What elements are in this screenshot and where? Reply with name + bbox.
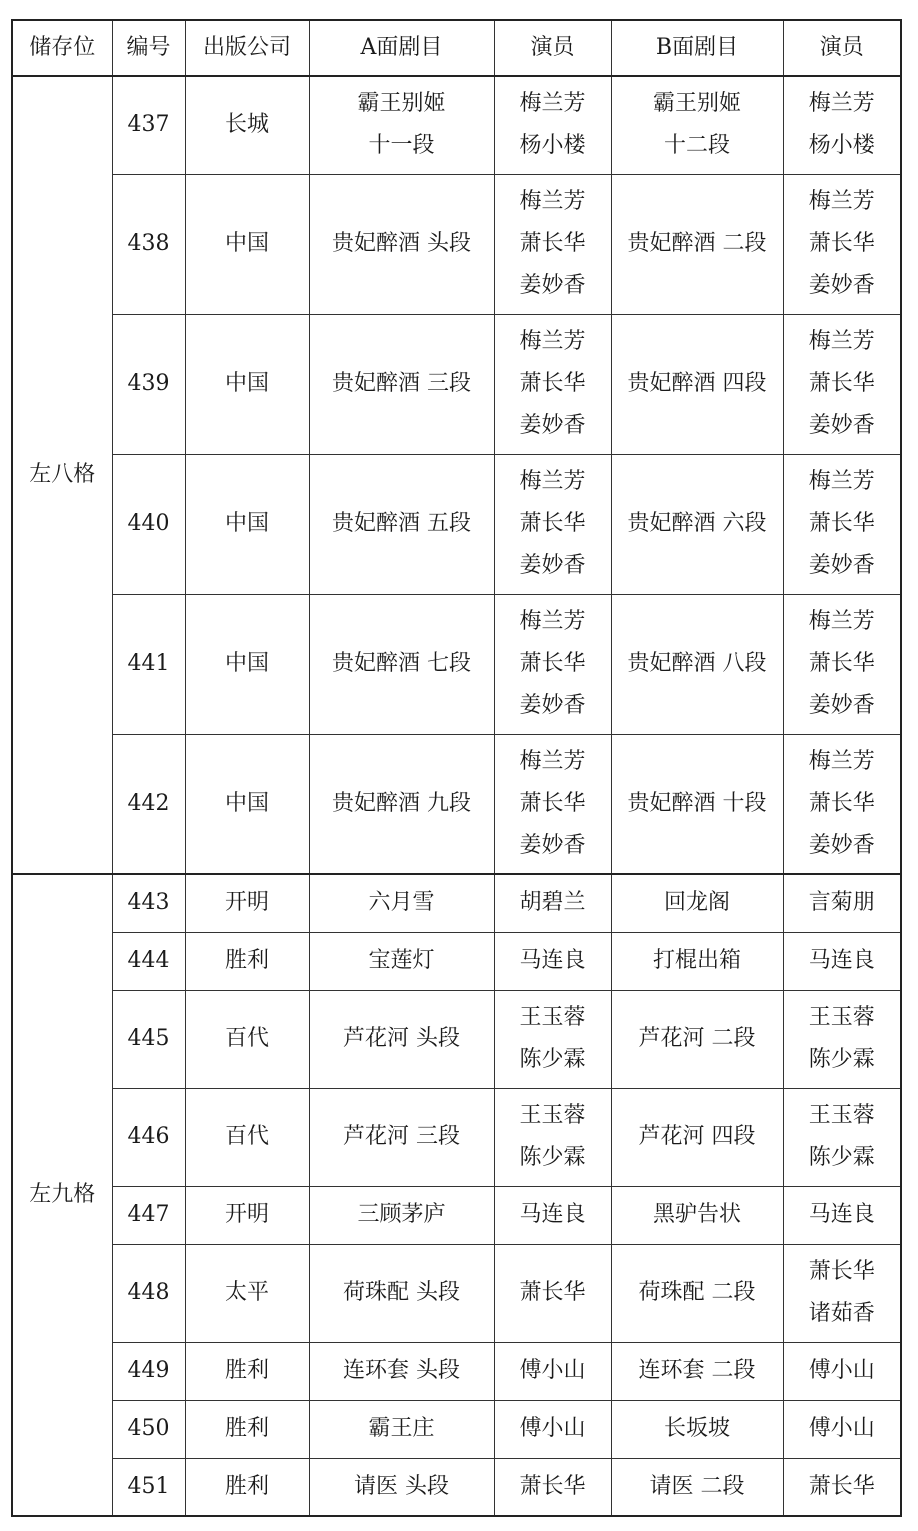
- b-side-title: 贵妃醉酒 四段: [611, 314, 783, 454]
- a-side-cast: 胡碧兰: [494, 874, 611, 932]
- a-side-title: 霸王别姬 十一段: [309, 76, 494, 174]
- table-row: [12, 734, 901, 874]
- b-side-title: 贵妃醉酒 二段: [611, 174, 783, 314]
- a-side-title: 芦花河 三段: [309, 1088, 494, 1186]
- a-side-title: 连环套 头段: [309, 1342, 494, 1400]
- location-cell: 左九格: [12, 874, 112, 1516]
- b-side-title: 芦花河 四段: [611, 1088, 783, 1186]
- record-company: 开明: [185, 874, 309, 932]
- a-side-cast: 王玉蓉 陈少霖: [494, 1088, 611, 1186]
- record-company: 胜利: [185, 1458, 309, 1516]
- b-side-cast: 傅小山: [783, 1342, 901, 1400]
- b-side-title: 芦花河 二段: [611, 990, 783, 1088]
- b-side-title: 连环套 二段: [611, 1342, 783, 1400]
- table-row: [12, 1400, 901, 1458]
- a-side-title: 贵妃醉酒 九段: [309, 734, 494, 874]
- a-side-cast: 马连良: [494, 1186, 611, 1244]
- a-side-cast: 傅小山: [494, 1342, 611, 1400]
- b-side-title: 荷珠配 二段: [611, 1244, 783, 1342]
- table-row: [12, 454, 901, 594]
- a-side-cast: 萧长华: [494, 1458, 611, 1516]
- a-side-title: 霸王庄: [309, 1400, 494, 1458]
- b-side-title: 霸王别姬 十二段: [611, 76, 783, 174]
- record-company: 中国: [185, 734, 309, 874]
- b-side-cast: 马连良: [783, 932, 901, 990]
- record-number: 446: [112, 1088, 185, 1186]
- record-number: 438: [112, 174, 185, 314]
- table-row: [12, 1458, 901, 1516]
- header-a-side-cast: 演员: [494, 20, 611, 76]
- a-side-cast: 梅兰芳 萧长华 姜妙香: [494, 174, 611, 314]
- record-number: 449: [112, 1342, 185, 1400]
- header-b-side-title: B面剧目: [611, 20, 783, 76]
- b-side-cast: 王玉蓉 陈少霖: [783, 990, 901, 1088]
- record-company: 中国: [185, 174, 309, 314]
- b-side-cast: 梅兰芳 杨小楼: [783, 76, 901, 174]
- header-company: 出版公司: [185, 20, 309, 76]
- record-company: 太平: [185, 1244, 309, 1342]
- table-row: [12, 76, 901, 174]
- header-b-side-cast: 演员: [783, 20, 901, 76]
- table-row: [12, 1342, 901, 1400]
- b-side-cast: 马连良: [783, 1186, 901, 1244]
- header-location: 储存位: [12, 20, 112, 76]
- a-side-title: 贵妃醉酒 三段: [309, 314, 494, 454]
- a-side-title: 荷珠配 头段: [309, 1244, 494, 1342]
- a-side-cast: 傅小山: [494, 1400, 611, 1458]
- a-side-title: 贵妃醉酒 五段: [309, 454, 494, 594]
- record-company: 百代: [185, 990, 309, 1088]
- b-side-cast: 梅兰芳 萧长华 姜妙香: [783, 174, 901, 314]
- b-side-cast: 萧长华: [783, 1458, 901, 1516]
- b-side-title: 贵妃醉酒 十段: [611, 734, 783, 874]
- location-cell: 左八格: [12, 76, 112, 874]
- record-company: 胜利: [185, 1342, 309, 1400]
- a-side-title: 三顾茅庐: [309, 1186, 494, 1244]
- b-side-title: 黑驴告状: [611, 1186, 783, 1244]
- record-number: 445: [112, 990, 185, 1088]
- record-number: 450: [112, 1400, 185, 1458]
- b-side-title: 贵妃醉酒 八段: [611, 594, 783, 734]
- table-row: [12, 1244, 901, 1342]
- b-side-cast: 梅兰芳 萧长华 姜妙香: [783, 594, 901, 734]
- b-side-title: 长坂坡: [611, 1400, 783, 1458]
- b-side-cast: 梅兰芳 萧长华 姜妙香: [783, 454, 901, 594]
- b-side-cast: 萧长华 诸茹香: [783, 1244, 901, 1342]
- record-company: 中国: [185, 594, 309, 734]
- b-side-title: 贵妃醉酒 六段: [611, 454, 783, 594]
- record-company: 长城: [185, 76, 309, 174]
- a-side-title: 宝莲灯: [309, 932, 494, 990]
- b-side-title: 请医 二段: [611, 1458, 783, 1516]
- table-row: [12, 1186, 901, 1244]
- a-side-cast: 萧长华: [494, 1244, 611, 1342]
- header-a-side-title: A面剧目: [309, 20, 494, 76]
- record-table: [11, 19, 902, 1517]
- record-company: 胜利: [185, 1400, 309, 1458]
- record-number: 448: [112, 1244, 185, 1342]
- a-side-cast: 马连良: [494, 932, 611, 990]
- b-side-cast: 言菊朋: [783, 874, 901, 932]
- table-row: [12, 932, 901, 990]
- table-row: [12, 314, 901, 454]
- b-side-title: 回龙阁: [611, 874, 783, 932]
- b-side-cast: 梅兰芳 萧长华 姜妙香: [783, 734, 901, 874]
- a-side-title: 贵妃醉酒 七段: [309, 594, 494, 734]
- table-row: [12, 874, 901, 932]
- record-company: 胜利: [185, 932, 309, 990]
- a-side-title: 贵妃醉酒 头段: [309, 174, 494, 314]
- record-number: 441: [112, 594, 185, 734]
- table-row: [12, 990, 901, 1088]
- table-row: [12, 1088, 901, 1186]
- record-company: 百代: [185, 1088, 309, 1186]
- record-number: 442: [112, 734, 185, 874]
- record-company: 中国: [185, 454, 309, 594]
- record-company: 开明: [185, 1186, 309, 1244]
- b-side-cast: 梅兰芳 萧长华 姜妙香: [783, 314, 901, 454]
- a-side-cast: 梅兰芳 萧长华 姜妙香: [494, 314, 611, 454]
- a-side-cast: 梅兰芳 萧长华 姜妙香: [494, 454, 611, 594]
- b-side-cast: 王玉蓉 陈少霖: [783, 1088, 901, 1186]
- a-side-title: 芦花河 头段: [309, 990, 494, 1088]
- a-side-cast: 梅兰芳 萧长华 姜妙香: [494, 734, 611, 874]
- header-row: [12, 20, 901, 76]
- record-number: 440: [112, 454, 185, 594]
- record-number: 439: [112, 314, 185, 454]
- b-side-cast: 傅小山: [783, 1400, 901, 1458]
- record-number: 437: [112, 76, 185, 174]
- record-company: 中国: [185, 314, 309, 454]
- b-side-title: 打棍出箱: [611, 932, 783, 990]
- a-side-title: 六月雪: [309, 874, 494, 932]
- record-number: 451: [112, 1458, 185, 1516]
- record-number: 443: [112, 874, 185, 932]
- a-side-title: 请医 头段: [309, 1458, 494, 1516]
- a-side-cast: 梅兰芳 萧长华 姜妙香: [494, 594, 611, 734]
- a-side-cast: 王玉蓉 陈少霖: [494, 990, 611, 1088]
- record-number: 447: [112, 1186, 185, 1244]
- record-number: 444: [112, 932, 185, 990]
- a-side-cast: 梅兰芳 杨小楼: [494, 76, 611, 174]
- table-row: [12, 594, 901, 734]
- table-row: [12, 174, 901, 314]
- header-number: 编号: [112, 20, 185, 76]
